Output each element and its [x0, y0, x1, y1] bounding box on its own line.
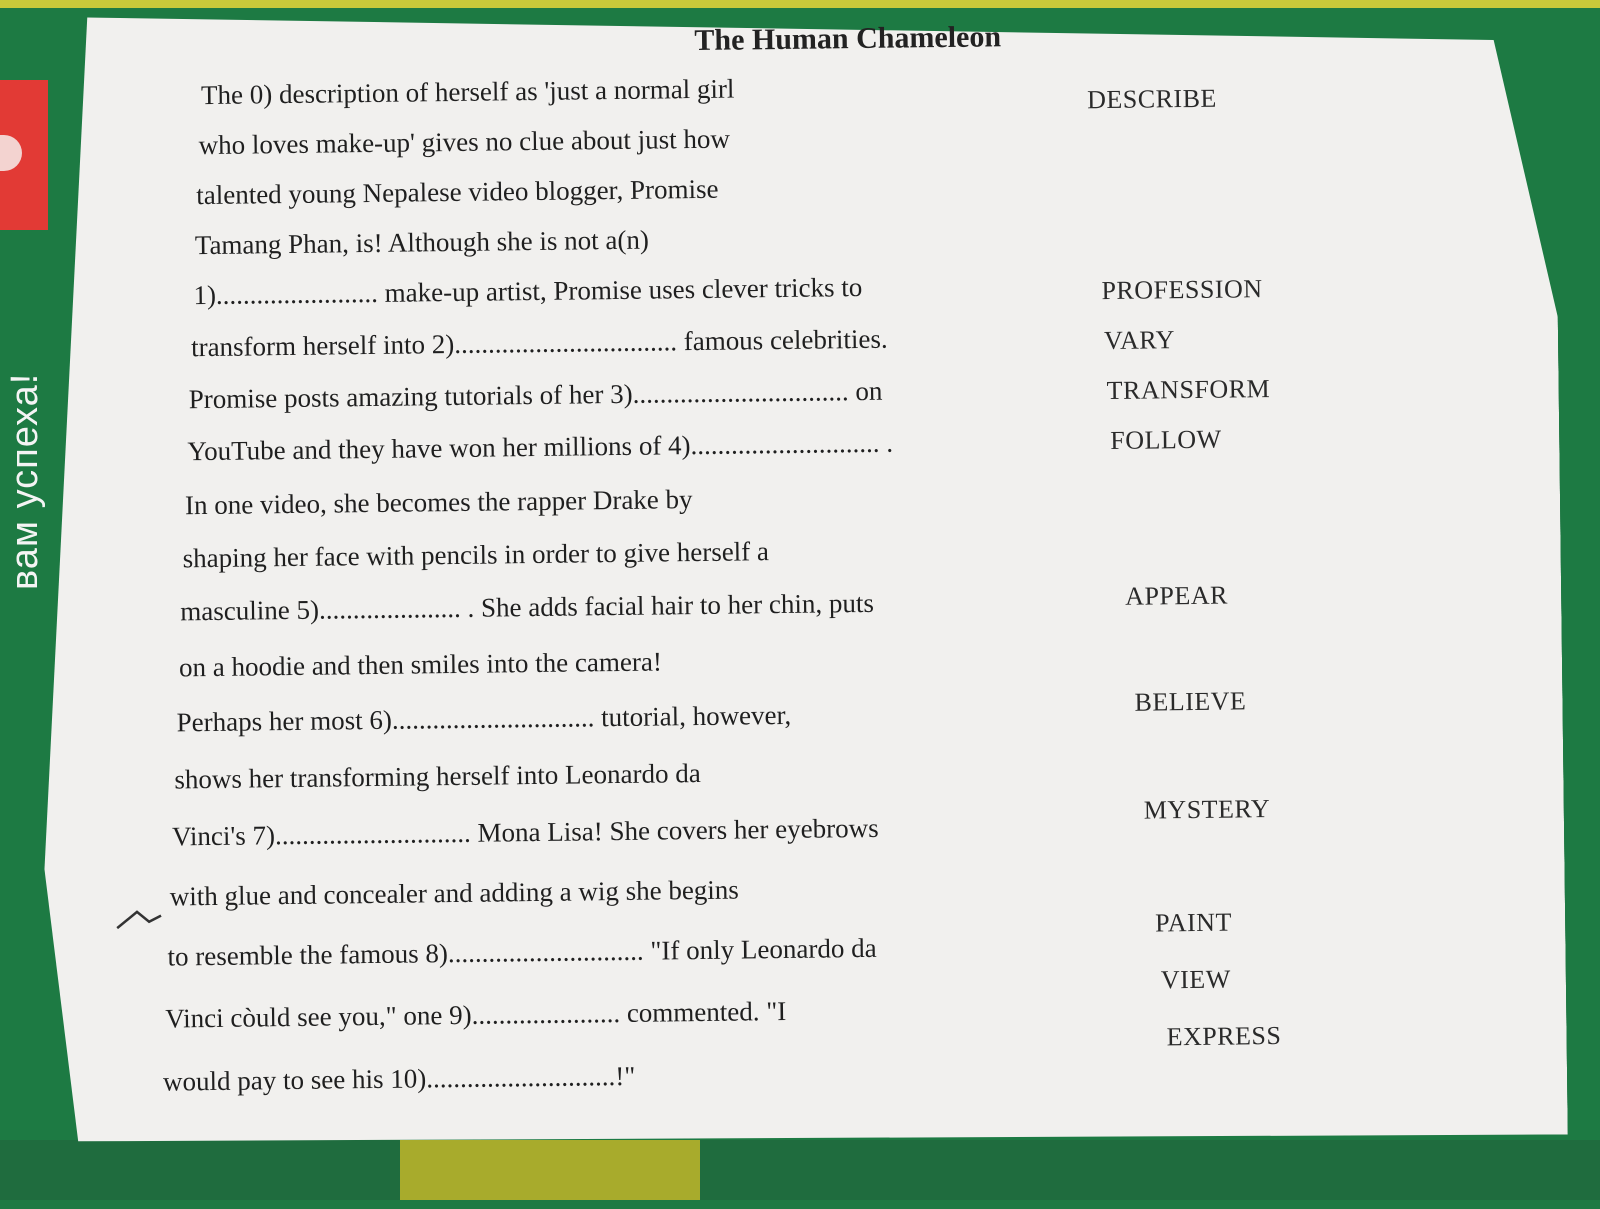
passage-line: Vinci còuld see you," one 9)...................... commented. "I — [165, 995, 787, 1034]
passage-line: Vinci's 7)............................. Mona Lisa! She covers her eyebrows — [171, 812, 879, 852]
passage-line: Tamang Phan, is! Although she is not a(n) — [194, 224, 650, 261]
passage-line: on a hoodie and then smiles into the camera! — [178, 646, 663, 683]
passage-line: The 0) description of herself as 'just a normal girl — [200, 73, 735, 111]
passage-line: 1)........................ make-up artist, Promise uses clever tricks to — [193, 272, 863, 311]
passage-line: In one video, she becomes the rapper Drake by — [184, 484, 693, 521]
passage-line: who loves make-up' gives no clue about just how — [198, 123, 731, 161]
passage-line: Perhaps her most 6).............................. tutorial, however, — [176, 699, 792, 738]
keyword-describe: DESCRIBE — [1086, 83, 1217, 115]
keyword-express: EXPRESS — [1166, 1020, 1282, 1052]
passage-line: Promise posts amazing tutorials of her 3)................................ on — [188, 375, 883, 415]
worksheet-title: The Human Chameleon — [694, 20, 1002, 58]
keyword-transform: TRANSFORM — [1106, 374, 1271, 406]
keyword-profession: PROFESSION — [1101, 274, 1263, 306]
passage-line: transform herself into 2)................................. famous celebrities. — [190, 323, 888, 363]
keyword-paint: PAINT — [1155, 907, 1233, 938]
keyword-view: VIEW — [1160, 964, 1231, 995]
keyword-mystery: MYSTERY — [1143, 794, 1271, 825]
passage-line: masculine 5)..................... . She adds facial hair to her chin, puts — [180, 587, 875, 627]
passage-line: shaping her face with pencils in order to give herself a — [182, 536, 770, 574]
passage-line: talented young Nepalese video blogger, Promise — [196, 173, 719, 211]
passage-line: to resemble the famous 8)............................. "If only Leonardo da — [167, 932, 877, 972]
passage-line: YouTube and they have won her millions of 4)............................ . — [187, 427, 894, 467]
passage-line: with glue and concealer and adding a wig she begins — [169, 874, 740, 912]
keyword-appear: APPEAR — [1125, 580, 1229, 611]
passage-line: would pay to see his 10)............................!" — [162, 1060, 636, 1097]
book-spine-text: вам успеха! — [4, 372, 46, 590]
paper — [34, 0, 1568, 1153]
keyword-vary: VARY — [1103, 325, 1176, 356]
pencil-caret-icon — [115, 902, 165, 933]
keyword-follow: FOLLOW — [1110, 424, 1222, 455]
passage-line: shows her transforming herself into Leonardo da — [174, 758, 701, 795]
keyword-believe: BELIEVE — [1134, 686, 1247, 717]
